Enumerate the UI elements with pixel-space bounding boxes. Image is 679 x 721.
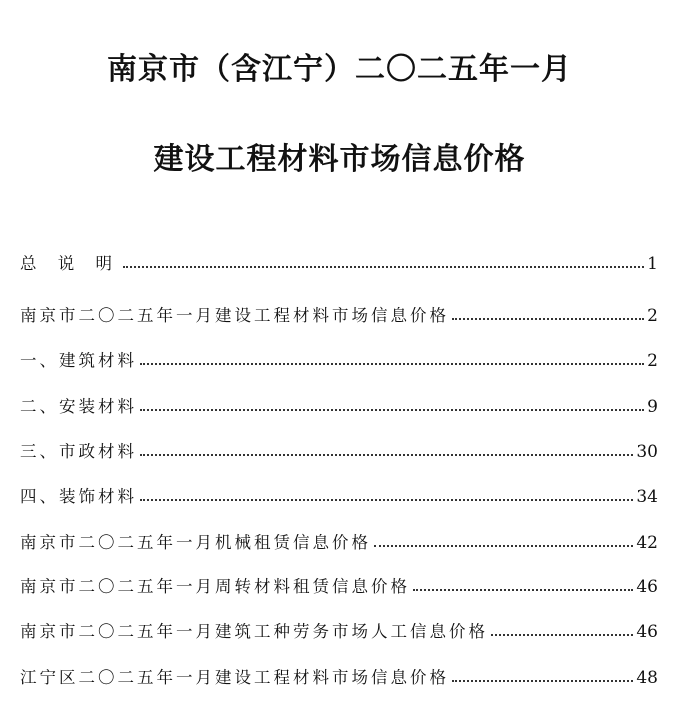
document-title-line2: 建设工程材料市场信息价格 [153,142,526,177]
toc-entry[interactable] [20,664,658,688]
toc-entry-label: 四、装饰材料 [20,487,137,506]
dot-leader [140,499,633,501]
toc-entry[interactable] [20,618,658,642]
toc-entry[interactable] [20,483,658,507]
toc-entry-page: 42 [636,533,658,553]
toc-entry-page: 1 [647,254,658,274]
document-title-line1: 南京市（含江宁）二〇二五年一月 [107,52,572,87]
dot-leader [413,589,633,591]
toc-entry-page: 30 [636,442,658,462]
toc-entry-label: 南京市二〇二五年一月建设工程材料市场信息价格 [20,306,449,325]
toc-entry-page: 46 [636,577,658,597]
toc-entry-label: 三、市政材料 [20,442,137,461]
toc-entry-label: 二、安装材料 [20,397,137,416]
toc-entry-label: 南京市二〇二五年一月机械租赁信息价格 [20,533,371,552]
toc-entry[interactable] [20,302,658,326]
toc-entry-page: 2 [647,306,658,326]
toc-entry[interactable] [20,347,658,371]
toc-entry-page: 46 [636,622,658,642]
dot-leader [452,318,644,320]
toc-entry-page: 48 [636,668,658,688]
dot-leader [374,545,633,547]
toc-entry-label: 南京市二〇二五年一月建筑工种劳务市场人工信息价格 [20,622,488,641]
dot-leader [140,363,644,365]
dot-leader [123,266,644,268]
toc-entry[interactable] [20,393,658,417]
dot-leader [452,680,633,682]
dot-leader [140,409,644,411]
toc-entry[interactable] [20,438,658,462]
toc-entry-page: 34 [636,487,658,507]
dot-leader [491,634,633,636]
toc-entry[interactable] [20,573,658,597]
toc-entry-label: 一、建筑材料 [20,351,137,370]
toc-entry-label: 南京市二〇二五年一月周转材料租赁信息价格 [20,577,410,596]
toc-entry[interactable] [20,529,658,553]
dot-leader [140,454,633,456]
toc-entry-page: 9 [647,397,658,417]
toc-entry-label: 总 说 明 [20,254,120,273]
toc-entry-page: 2 [647,351,658,371]
toc-entry[interactable] [20,250,658,274]
toc-entry-label: 江宁区二〇二五年一月建设工程材料市场信息价格 [20,668,449,687]
